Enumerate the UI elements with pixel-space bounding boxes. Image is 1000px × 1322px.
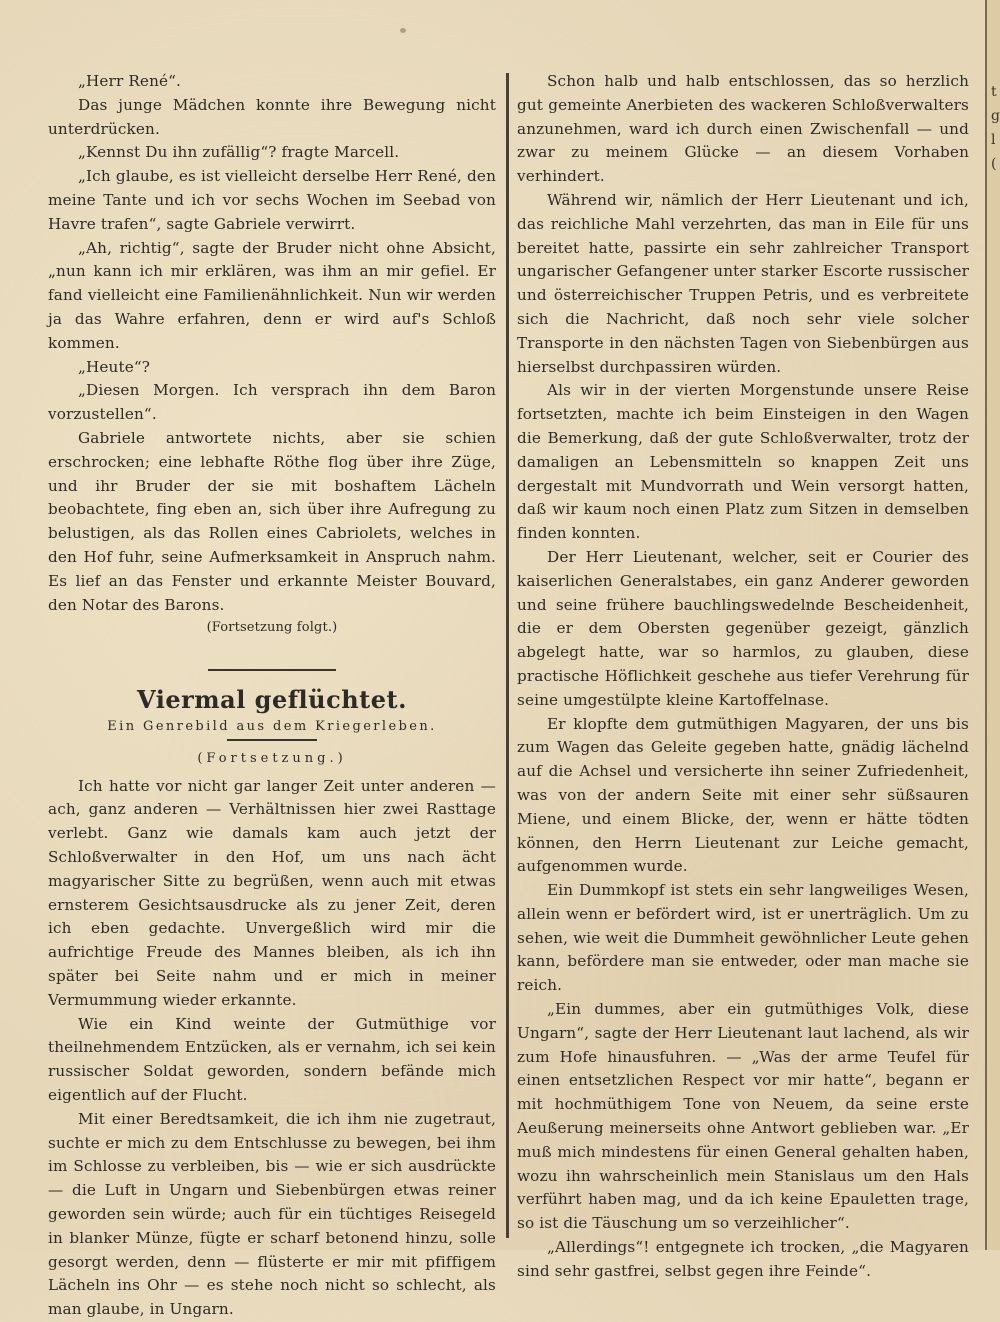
adjacent-page-fragment: g bbox=[991, 108, 1000, 124]
adjacent-page-fragment: t bbox=[991, 84, 997, 100]
adjacent-page-fragment: ( bbox=[991, 156, 997, 172]
paragraph: Mit einer Beredtsamkeit, die ich ihm nie zugetraut, suchte er mich zu dem Entschlusse zu bewegen, bei ihm im Schlosse zu verbleiben, bis — wie er sich ausdrückte — die Luft in Ungarn und Siebenbürgen etwas reiner geworden sein würde; auch für ein tüchtiges Reisegeld in blanker Münze, fügte er scharf betonend hinzu, solle gesorgt werden, denn — flüsterte er mir mit pfiffigem Lächeln ins Ohr — es stehe noch nicht so schlecht, als man glaube, in Ungarn. bbox=[48, 1109, 496, 1319]
paragraph: „Herr René“. bbox=[78, 72, 182, 90]
paragraph: Gabriele antwortete nichts, aber sie schien erschrocken; eine lebhafte Röthe flog über ihre Züge, und ihr Bruder der sie mit boshaftem Lächeln beobachtete, fing eben an, sich über ihre Aufregung zu belustigen, als das Rollen eines Cabriolets, welches in den Hof fuhr, seine Aufmerksamkeit in Anspruch nahm. Es lief an das Fenster und erkannte Meister Bouvard, den Notar des Barons. bbox=[48, 428, 496, 614]
paragraph: Als wir in der vierten Morgenstunde unsere Reise fortsetzten, machte ich beim Einsteigen in den Wagen die Bemerkung, daß der gute Schloßverwalter, trotz der damaligen an Lebensmitteln so knappen Zeit uns dergestalt mit Mundvorrath und Wein versorgt hatten, daß wir kaum noch einen Platz zum Sitzen in demselben finden konnten. bbox=[517, 381, 969, 543]
paragraph: „Ah, richtig“, sagte der Bruder nicht ohne Absicht, „nun kann ich mir erklären, was ihm an mir gefiel. Er fand vielleicht eine Familienähnlichkeit. Nun wir werden ja das Wahre erfahren, denn er wird auf's Schloß kommen. bbox=[48, 238, 496, 352]
paragraph: Wie ein Kind weinte der Gutmüthige vor theilnehmendem Entzücken, als er vernahm, ich sei kein russischer Soldat geworden, sondern befände mich eigentlich auf der Flucht. bbox=[48, 1014, 496, 1104]
paper-stain bbox=[400, 28, 406, 33]
paragraph: „Allerdings“! entgegnete ich trocken, „die Magyaren sind sehr gastfrei, selbst gegen ihre Feinde“. bbox=[517, 1238, 969, 1280]
article-title: Viermal geflüchtet. bbox=[137, 685, 407, 715]
paragraph: Ich hatte vor nicht gar langer Zeit unter anderen — ach, ganz anderen — Verhältnissen hier zwei Rasttage verlebt. Ganz wie damals kam auch jetzt der Schloßverwalter in den Hof, um uns nach ächt magyarischer Sitte zu begrüßen, wenn auch mit etwas ernsterem Gesichtsausdrucke als zu jener Zeit, deren ich eben gedachte. Unvergeßlich wird mir die aufrichtige Freude des Mannes bleiben, als ich ihn später bei Seite nahm und er mich in meiner Vermummung wieder erkannte. bbox=[48, 776, 496, 1009]
paragraph: Er klopfte dem gutmüthigen Magyaren, der uns bis zum Wagen das Geleite gegeben hatte, gnädig lächelnd auf die Achsel und versicherte ihn seiner Zufriedenheit, was von der andern Seite mit einer sehr süßsauren Miene, und einem Blicke, der, wenn er hätte tödten können, den Herrn Lieutenant zur Leiche gemacht, aufgenommen wurde. bbox=[517, 714, 969, 876]
subtitle-divider bbox=[227, 739, 317, 741]
section-divider bbox=[208, 669, 336, 671]
paragraph: Das junge Mädchen konnte ihre Bewegung nicht unterdrücken. bbox=[48, 95, 496, 138]
paragraph: Ein Dummkopf ist stets ein sehr langweiliges Wesen, allein wenn er befördert wird, ist er unerträglich. Um zu sehen, wie weit die Dummheit gewöhnlicher Leute gehen kann, befördere man sie entweder, oder man mache sie reich. bbox=[517, 881, 969, 995]
paragraph: Während wir, nämlich der Herr Lieutenant und ich, das reichliche Mahl verzehrten, das man in Eile für uns bereitet hatte, passirte ein sehr zahlreicher Transport ungarischer Gefangener unter starker Escorte russischer und österreichischer Truppen Petris, und es verbreitete sich die Nachricht, daß noch sehr viele solcher Transporte in den nächsten Tagen von Siebenbürgen aus hierselbst durchpassiren würden. bbox=[517, 190, 969, 376]
paragraph: Schon halb und halb entschlossen, das so herzlich gut gemeinte Anerbieten des wackeren Schloßverwalters anzunehmen, ward ich durch einen Zwischenfall — und zwar zu meinem Glücke — an diesem Vorhaben verhindert. bbox=[517, 72, 969, 186]
paragraph: „Diesen Morgen. Ich versprach ihn dem Baron vorzustellen“. bbox=[48, 381, 496, 424]
paragraph: „Heute“? bbox=[78, 357, 151, 376]
article-subtitle: Ein Genrebild aus dem Kriegerleben. bbox=[107, 719, 437, 735]
paragraph: „Kennst Du ihn zufällig“? fragte Marcell. bbox=[78, 143, 400, 162]
continued-note: (Fortsetzung folgt.) bbox=[206, 620, 338, 636]
left-column bbox=[48, 70, 496, 1322]
paragraph: „Ich glaube, es ist vielleicht derselbe Herr René, den meine Tante und ich vor sechs Wochen im Seebad von Havre trafen“, sagte Gabriele verwirrt. bbox=[48, 167, 496, 233]
continuation-label: (Fortsetzung.) bbox=[197, 750, 347, 766]
paragraph: „Ein dummes, aber ein gutmüthiges Volk, diese Ungarn“, sagte der Herr Lieutenant laut lachend, als wir zum Hofe hinausfuhren. — „Was der arme Teufel für einen entsetzlichen Respect vor mir hatte“, begann er mit hochmüthigem Tone von Neuem, da seine erste Aeußerung meinerseits ohne Antwort geblieben war. „Er muß mich mindestens für einen General gehalten haben, wozu ihn wahrscheinlich mein Stanislaus um den Hals verführt haben mag, und da ich keine Epauletten trage, so ist die Täuschung um so verzeihlicher“. bbox=[517, 1000, 969, 1233]
right-column bbox=[517, 70, 969, 1284]
adjacent-page-fragment: l bbox=[991, 132, 996, 148]
adjacent-page-edge bbox=[985, 0, 1000, 1250]
paragraph: Der Herr Lieutenant, welcher, seit er Courier des kaiserlichen Generalstabes, ein ganz Anderer geworden und seine frühere bauchlingswedelnde Bescheidenheit, die er dem Obersten gegenüber gezeigt, gänzlich abgelegt hatte, war so harmlos, zu glauben, diese practische Höflichkeit geschehe aus tiefer Verehrung für seine umgestülpte kleine Kartoffelnase. bbox=[517, 547, 969, 709]
column-rule bbox=[506, 73, 509, 1238]
